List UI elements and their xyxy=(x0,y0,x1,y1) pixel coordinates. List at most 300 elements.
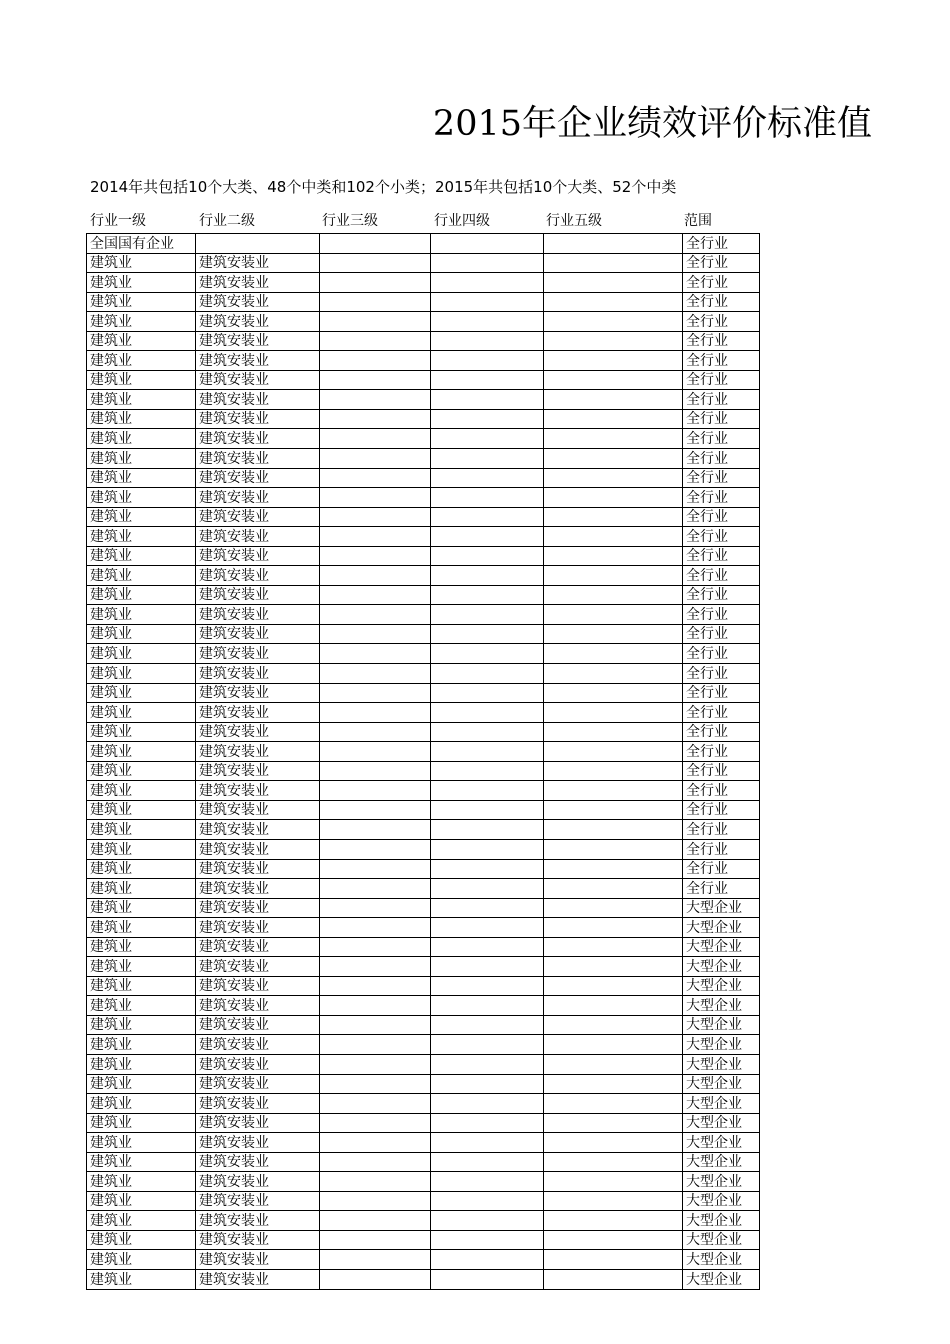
cell-level5[interactable] xyxy=(544,449,683,469)
cell-level5[interactable] xyxy=(544,703,683,723)
cell-level2[interactable]: 建筑安装业 xyxy=(196,1211,320,1231)
cell-level3[interactable] xyxy=(320,527,431,547)
cell-level2[interactable]: 建筑安装业 xyxy=(196,409,320,429)
cell-scope[interactable]: 全行业 xyxy=(683,761,760,781)
cell-level5[interactable] xyxy=(544,781,683,801)
cell-level5[interactable] xyxy=(544,898,683,918)
cell-level3[interactable] xyxy=(320,1035,431,1055)
cell-level1[interactable]: 建筑业 xyxy=(87,644,196,664)
cell-level1[interactable]: 建筑业 xyxy=(87,585,196,605)
cell-level3[interactable] xyxy=(320,781,431,801)
cell-level5[interactable] xyxy=(544,996,683,1016)
cell-scope[interactable]: 大型企业 xyxy=(683,918,760,938)
cell-level1[interactable]: 建筑业 xyxy=(87,664,196,684)
cell-level3[interactable] xyxy=(320,1094,431,1114)
cell-level1[interactable]: 建筑业 xyxy=(87,1133,196,1153)
cell-level1[interactable]: 建筑业 xyxy=(87,312,196,332)
cell-level5[interactable] xyxy=(544,488,683,508)
cell-scope[interactable]: 大型企业 xyxy=(683,1230,760,1250)
cell-level1[interactable]: 建筑业 xyxy=(87,1172,196,1192)
cell-level4[interactable] xyxy=(431,664,544,684)
cell-level4[interactable] xyxy=(431,683,544,703)
cell-level4[interactable] xyxy=(431,527,544,547)
cell-level3[interactable] xyxy=(320,1230,431,1250)
cell-level3[interactable] xyxy=(320,722,431,742)
cell-level4[interactable] xyxy=(431,507,544,527)
cell-level2[interactable]: 建筑安装业 xyxy=(196,761,320,781)
cell-level4[interactable] xyxy=(431,820,544,840)
cell-level5[interactable] xyxy=(544,722,683,742)
cell-scope[interactable]: 大型企业 xyxy=(683,1054,760,1074)
cell-level2[interactable]: 建筑安装业 xyxy=(196,449,320,469)
cell-level3[interactable] xyxy=(320,683,431,703)
cell-level4[interactable] xyxy=(431,234,544,254)
cell-level1[interactable]: 建筑业 xyxy=(87,1191,196,1211)
cell-level4[interactable] xyxy=(431,1035,544,1055)
cell-level1[interactable]: 建筑业 xyxy=(87,1269,196,1289)
cell-scope[interactable]: 大型企业 xyxy=(683,1113,760,1133)
cell-level4[interactable] xyxy=(431,468,544,488)
cell-scope[interactable]: 全行业 xyxy=(683,703,760,723)
cell-level2[interactable]: 建筑安装业 xyxy=(196,898,320,918)
cell-level4[interactable] xyxy=(431,859,544,879)
cell-level2[interactable]: 建筑安装业 xyxy=(196,566,320,586)
cell-level1[interactable]: 建筑业 xyxy=(87,1074,196,1094)
cell-level5[interactable] xyxy=(544,957,683,977)
cell-level1[interactable]: 建筑业 xyxy=(87,370,196,390)
cell-level5[interactable] xyxy=(544,409,683,429)
cell-level1[interactable]: 建筑业 xyxy=(87,546,196,566)
cell-scope[interactable]: 全行业 xyxy=(683,253,760,273)
cell-level3[interactable] xyxy=(320,820,431,840)
cell-level5[interactable] xyxy=(544,1191,683,1211)
cell-level2[interactable]: 建筑安装业 xyxy=(196,488,320,508)
cell-level5[interactable] xyxy=(544,234,683,254)
cell-level4[interactable] xyxy=(431,898,544,918)
cell-level4[interactable] xyxy=(431,1152,544,1172)
cell-level5[interactable] xyxy=(544,605,683,625)
cell-level1[interactable]: 建筑业 xyxy=(87,1113,196,1133)
cell-level2[interactable]: 建筑安装业 xyxy=(196,507,320,527)
cell-level2[interactable]: 建筑安装业 xyxy=(196,312,320,332)
cell-level5[interactable] xyxy=(544,507,683,527)
cell-level3[interactable] xyxy=(320,1211,431,1231)
cell-level5[interactable] xyxy=(544,820,683,840)
cell-level4[interactable] xyxy=(431,742,544,762)
cell-level1[interactable]: 建筑业 xyxy=(87,1035,196,1055)
cell-scope[interactable]: 全行业 xyxy=(683,429,760,449)
cell-level2[interactable]: 建筑安装业 xyxy=(196,1230,320,1250)
cell-scope[interactable]: 大型企业 xyxy=(683,1211,760,1231)
cell-scope[interactable]: 大型企业 xyxy=(683,957,760,977)
cell-level2[interactable]: 建筑安装业 xyxy=(196,1152,320,1172)
cell-level2[interactable]: 建筑安装业 xyxy=(196,957,320,977)
cell-level4[interactable] xyxy=(431,839,544,859)
cell-scope[interactable]: 大型企业 xyxy=(683,1152,760,1172)
cell-level5[interactable] xyxy=(544,839,683,859)
cell-level4[interactable] xyxy=(431,390,544,410)
cell-level5[interactable] xyxy=(544,761,683,781)
cell-level5[interactable] xyxy=(544,644,683,664)
cell-level4[interactable] xyxy=(431,292,544,312)
cell-level2[interactable]: 建筑安装业 xyxy=(196,742,320,762)
cell-level2[interactable]: 建筑安装业 xyxy=(196,370,320,390)
cell-level3[interactable] xyxy=(320,429,431,449)
cell-level3[interactable] xyxy=(320,292,431,312)
cell-level3[interactable] xyxy=(320,253,431,273)
cell-scope[interactable]: 全行业 xyxy=(683,722,760,742)
cell-level2[interactable]: 建筑安装业 xyxy=(196,1054,320,1074)
cell-level3[interactable] xyxy=(320,742,431,762)
cell-level1[interactable]: 建筑业 xyxy=(87,781,196,801)
cell-level2[interactable]: 建筑安装业 xyxy=(196,546,320,566)
cell-level4[interactable] xyxy=(431,1133,544,1153)
cell-level5[interactable] xyxy=(544,585,683,605)
cell-level1[interactable]: 建筑业 xyxy=(87,292,196,312)
cell-level5[interactable] xyxy=(544,859,683,879)
cell-scope[interactable]: 全行业 xyxy=(683,664,760,684)
cell-level2[interactable]: 建筑安装业 xyxy=(196,1250,320,1270)
cell-level3[interactable] xyxy=(320,312,431,332)
cell-scope[interactable]: 全行业 xyxy=(683,742,760,762)
cell-level5[interactable] xyxy=(544,879,683,899)
cell-level5[interactable] xyxy=(544,566,683,586)
cell-level2[interactable]: 建筑安装业 xyxy=(196,996,320,1016)
cell-level5[interactable] xyxy=(544,331,683,351)
cell-scope[interactable]: 全行业 xyxy=(683,839,760,859)
cell-level2[interactable]: 建筑安装业 xyxy=(196,1015,320,1035)
cell-level1[interactable]: 建筑业 xyxy=(87,742,196,762)
cell-level2[interactable]: 建筑安装业 xyxy=(196,781,320,801)
cell-level1[interactable]: 建筑业 xyxy=(87,918,196,938)
cell-level2[interactable]: 建筑安装业 xyxy=(196,918,320,938)
cell-level5[interactable] xyxy=(544,976,683,996)
cell-level2[interactable] xyxy=(196,234,320,254)
cell-level1[interactable]: 建筑业 xyxy=(87,1152,196,1172)
cell-level2[interactable]: 建筑安装业 xyxy=(196,273,320,293)
cell-level5[interactable] xyxy=(544,1230,683,1250)
cell-scope[interactable]: 全行业 xyxy=(683,546,760,566)
cell-level2[interactable]: 建筑安装业 xyxy=(196,976,320,996)
cell-level4[interactable] xyxy=(431,800,544,820)
cell-scope[interactable]: 全行业 xyxy=(683,605,760,625)
cell-scope[interactable]: 全行业 xyxy=(683,800,760,820)
cell-level3[interactable] xyxy=(320,1054,431,1074)
cell-level4[interactable] xyxy=(431,1269,544,1289)
cell-level3[interactable] xyxy=(320,370,431,390)
cell-level1[interactable]: 建筑业 xyxy=(87,409,196,429)
cell-level1[interactable]: 建筑业 xyxy=(87,800,196,820)
cell-level3[interactable] xyxy=(320,879,431,899)
cell-level4[interactable] xyxy=(431,546,544,566)
cell-level4[interactable] xyxy=(431,1172,544,1192)
cell-level1[interactable]: 建筑业 xyxy=(87,390,196,410)
cell-level4[interactable] xyxy=(431,879,544,899)
cell-level5[interactable] xyxy=(544,312,683,332)
cell-level5[interactable] xyxy=(544,1015,683,1035)
cell-level4[interactable] xyxy=(431,996,544,1016)
cell-level1[interactable]: 建筑业 xyxy=(87,273,196,293)
cell-level5[interactable] xyxy=(544,370,683,390)
cell-scope[interactable]: 大型企业 xyxy=(683,1172,760,1192)
cell-level5[interactable] xyxy=(544,273,683,293)
cell-level1[interactable]: 建筑业 xyxy=(87,839,196,859)
cell-level3[interactable] xyxy=(320,839,431,859)
cell-level3[interactable] xyxy=(320,234,431,254)
cell-level1[interactable]: 建筑业 xyxy=(87,624,196,644)
cell-level1[interactable]: 建筑业 xyxy=(87,566,196,586)
cell-level3[interactable] xyxy=(320,1113,431,1133)
cell-level1[interactable]: 建筑业 xyxy=(87,1054,196,1074)
cell-level3[interactable] xyxy=(320,664,431,684)
cell-level5[interactable] xyxy=(544,292,683,312)
cell-level2[interactable]: 建筑安装业 xyxy=(196,429,320,449)
cell-level5[interactable] xyxy=(544,1074,683,1094)
cell-level3[interactable] xyxy=(320,1074,431,1094)
cell-level4[interactable] xyxy=(431,449,544,469)
cell-level5[interactable] xyxy=(544,1172,683,1192)
cell-level3[interactable] xyxy=(320,331,431,351)
cell-level3[interactable] xyxy=(320,1269,431,1289)
cell-level3[interactable] xyxy=(320,273,431,293)
cell-level3[interactable] xyxy=(320,1133,431,1153)
cell-level2[interactable]: 建筑安装业 xyxy=(196,1133,320,1153)
cell-level2[interactable]: 建筑安装业 xyxy=(196,390,320,410)
cell-level4[interactable] xyxy=(431,351,544,371)
cell-scope[interactable]: 大型企业 xyxy=(683,898,760,918)
cell-level2[interactable]: 建筑安装业 xyxy=(196,859,320,879)
cell-scope[interactable]: 全行业 xyxy=(683,644,760,664)
cell-scope[interactable]: 全行业 xyxy=(683,507,760,527)
cell-level4[interactable] xyxy=(431,644,544,664)
cell-scope[interactable]: 全行业 xyxy=(683,820,760,840)
cell-level4[interactable] xyxy=(431,1211,544,1231)
cell-level1[interactable]: 建筑业 xyxy=(87,253,196,273)
cell-level2[interactable]: 建筑安装业 xyxy=(196,527,320,547)
cell-scope[interactable]: 全行业 xyxy=(683,312,760,332)
cell-level5[interactable] xyxy=(544,683,683,703)
cell-level5[interactable] xyxy=(544,253,683,273)
cell-scope[interactable]: 全行业 xyxy=(683,683,760,703)
cell-level1[interactable]: 建筑业 xyxy=(87,1094,196,1114)
cell-scope[interactable]: 全行业 xyxy=(683,273,760,293)
cell-level5[interactable] xyxy=(544,624,683,644)
cell-scope[interactable]: 全行业 xyxy=(683,468,760,488)
cell-level4[interactable] xyxy=(431,429,544,449)
cell-level4[interactable] xyxy=(431,409,544,429)
cell-level5[interactable] xyxy=(544,1113,683,1133)
cell-scope[interactable]: 全行业 xyxy=(683,859,760,879)
cell-scope[interactable]: 全行业 xyxy=(683,488,760,508)
cell-scope[interactable]: 全行业 xyxy=(683,449,760,469)
cell-level2[interactable]: 建筑安装业 xyxy=(196,1269,320,1289)
cell-level3[interactable] xyxy=(320,1250,431,1270)
cell-level3[interactable] xyxy=(320,859,431,879)
cell-level2[interactable]: 建筑安装业 xyxy=(196,820,320,840)
cell-level5[interactable] xyxy=(544,1250,683,1270)
cell-scope[interactable]: 大型企业 xyxy=(683,996,760,1016)
cell-scope[interactable]: 大型企业 xyxy=(683,1074,760,1094)
cell-level5[interactable] xyxy=(544,800,683,820)
cell-level2[interactable]: 建筑安装业 xyxy=(196,1172,320,1192)
cell-scope[interactable]: 大型企业 xyxy=(683,976,760,996)
cell-level1[interactable]: 建筑业 xyxy=(87,605,196,625)
cell-level1[interactable]: 建筑业 xyxy=(87,468,196,488)
cell-level1[interactable]: 建筑业 xyxy=(87,859,196,879)
cell-level2[interactable]: 建筑安装业 xyxy=(196,585,320,605)
cell-level4[interactable] xyxy=(431,1191,544,1211)
cell-level3[interactable] xyxy=(320,1191,431,1211)
cell-level4[interactable] xyxy=(431,1113,544,1133)
cell-level2[interactable]: 建筑安装业 xyxy=(196,664,320,684)
cell-level2[interactable]: 建筑安装业 xyxy=(196,1113,320,1133)
cell-level2[interactable]: 建筑安装业 xyxy=(196,331,320,351)
cell-level1[interactable]: 建筑业 xyxy=(87,879,196,899)
cell-level4[interactable] xyxy=(431,624,544,644)
cell-level4[interactable] xyxy=(431,937,544,957)
cell-level2[interactable]: 建筑安装业 xyxy=(196,1035,320,1055)
cell-level4[interactable] xyxy=(431,703,544,723)
cell-scope[interactable]: 全行业 xyxy=(683,390,760,410)
cell-scope[interactable]: 全行业 xyxy=(683,585,760,605)
cell-scope[interactable]: 大型企业 xyxy=(683,1250,760,1270)
cell-level5[interactable] xyxy=(544,527,683,547)
cell-level5[interactable] xyxy=(544,1054,683,1074)
cell-level2[interactable]: 建筑安装业 xyxy=(196,703,320,723)
cell-level1[interactable]: 建筑业 xyxy=(87,331,196,351)
cell-level5[interactable] xyxy=(544,918,683,938)
cell-level3[interactable] xyxy=(320,996,431,1016)
cell-level3[interactable] xyxy=(320,624,431,644)
cell-level4[interactable] xyxy=(431,585,544,605)
cell-level1[interactable]: 建筑业 xyxy=(87,429,196,449)
cell-level5[interactable] xyxy=(544,937,683,957)
cell-level4[interactable] xyxy=(431,331,544,351)
cell-level3[interactable] xyxy=(320,918,431,938)
cell-scope[interactable]: 全行业 xyxy=(683,527,760,547)
cell-level5[interactable] xyxy=(544,664,683,684)
cell-level4[interactable] xyxy=(431,488,544,508)
cell-level1[interactable]: 建筑业 xyxy=(87,1015,196,1035)
cell-level3[interactable] xyxy=(320,390,431,410)
cell-level3[interactable] xyxy=(320,468,431,488)
cell-level4[interactable] xyxy=(431,957,544,977)
cell-level2[interactable]: 建筑安装业 xyxy=(196,1074,320,1094)
cell-scope[interactable]: 大型企业 xyxy=(683,1015,760,1035)
cell-level4[interactable] xyxy=(431,1094,544,1114)
cell-level3[interactable] xyxy=(320,937,431,957)
cell-scope[interactable]: 全行业 xyxy=(683,351,760,371)
cell-level1[interactable]: 建筑业 xyxy=(87,1250,196,1270)
cell-level2[interactable]: 建筑安装业 xyxy=(196,644,320,664)
cell-level4[interactable] xyxy=(431,566,544,586)
cell-level3[interactable] xyxy=(320,644,431,664)
cell-level5[interactable] xyxy=(544,1152,683,1172)
cell-level5[interactable] xyxy=(544,1269,683,1289)
cell-scope[interactable]: 全行业 xyxy=(683,781,760,801)
cell-level4[interactable] xyxy=(431,1015,544,1035)
cell-level2[interactable]: 建筑安装业 xyxy=(196,879,320,899)
cell-level3[interactable] xyxy=(320,800,431,820)
cell-level4[interactable] xyxy=(431,1074,544,1094)
cell-level1[interactable]: 建筑业 xyxy=(87,1211,196,1231)
cell-level4[interactable] xyxy=(431,761,544,781)
cell-level3[interactable] xyxy=(320,703,431,723)
cell-level2[interactable]: 建筑安装业 xyxy=(196,937,320,957)
cell-level4[interactable] xyxy=(431,722,544,742)
cell-level4[interactable] xyxy=(431,1054,544,1074)
cell-level1[interactable]: 建筑业 xyxy=(87,996,196,1016)
cell-level2[interactable]: 建筑安装业 xyxy=(196,351,320,371)
cell-level3[interactable] xyxy=(320,1015,431,1035)
cell-level3[interactable] xyxy=(320,351,431,371)
cell-scope[interactable]: 全行业 xyxy=(683,624,760,644)
cell-level4[interactable] xyxy=(431,976,544,996)
cell-scope[interactable]: 全行业 xyxy=(683,292,760,312)
cell-scope[interactable]: 大型企业 xyxy=(683,1133,760,1153)
cell-level4[interactable] xyxy=(431,253,544,273)
cell-level2[interactable]: 建筑安装业 xyxy=(196,292,320,312)
cell-level1[interactable]: 建筑业 xyxy=(87,1230,196,1250)
cell-level5[interactable] xyxy=(544,390,683,410)
cell-level3[interactable] xyxy=(320,409,431,429)
cell-level5[interactable] xyxy=(544,1035,683,1055)
cell-level5[interactable] xyxy=(544,468,683,488)
cell-scope[interactable]: 全行业 xyxy=(683,331,760,351)
cell-level2[interactable]: 建筑安装业 xyxy=(196,624,320,644)
cell-level1[interactable]: 建筑业 xyxy=(87,976,196,996)
cell-level4[interactable] xyxy=(431,312,544,332)
cell-scope[interactable]: 全行业 xyxy=(683,566,760,586)
cell-level4[interactable] xyxy=(431,918,544,938)
cell-level2[interactable]: 建筑安装业 xyxy=(196,800,320,820)
cell-level3[interactable] xyxy=(320,585,431,605)
cell-level4[interactable] xyxy=(431,1250,544,1270)
cell-level1[interactable]: 建筑业 xyxy=(87,507,196,527)
cell-level1[interactable]: 全国国有企业 xyxy=(87,234,196,254)
cell-level3[interactable] xyxy=(320,507,431,527)
cell-level1[interactable]: 建筑业 xyxy=(87,937,196,957)
cell-level2[interactable]: 建筑安装业 xyxy=(196,683,320,703)
cell-level4[interactable] xyxy=(431,605,544,625)
cell-level5[interactable] xyxy=(544,429,683,449)
cell-level3[interactable] xyxy=(320,488,431,508)
cell-level5[interactable] xyxy=(544,1211,683,1231)
cell-level5[interactable] xyxy=(544,1133,683,1153)
cell-level2[interactable]: 建筑安装业 xyxy=(196,468,320,488)
cell-level2[interactable]: 建筑安装业 xyxy=(196,839,320,859)
cell-level4[interactable] xyxy=(431,781,544,801)
cell-scope[interactable]: 大型企业 xyxy=(683,1191,760,1211)
cell-level1[interactable]: 建筑业 xyxy=(87,351,196,371)
cell-level1[interactable]: 建筑业 xyxy=(87,527,196,547)
cell-scope[interactable]: 大型企业 xyxy=(683,1094,760,1114)
cell-level2[interactable]: 建筑安装业 xyxy=(196,722,320,742)
cell-level4[interactable] xyxy=(431,273,544,293)
cell-level5[interactable] xyxy=(544,351,683,371)
cell-level1[interactable]: 建筑业 xyxy=(87,761,196,781)
cell-level3[interactable] xyxy=(320,976,431,996)
cell-scope[interactable]: 全行业 xyxy=(683,234,760,254)
cell-level3[interactable] xyxy=(320,1152,431,1172)
cell-scope[interactable]: 大型企业 xyxy=(683,937,760,957)
cell-level1[interactable]: 建筑业 xyxy=(87,488,196,508)
cell-level3[interactable] xyxy=(320,449,431,469)
cell-scope[interactable]: 全行业 xyxy=(683,409,760,429)
cell-level3[interactable] xyxy=(320,1172,431,1192)
cell-scope[interactable]: 大型企业 xyxy=(683,1269,760,1289)
cell-level1[interactable]: 建筑业 xyxy=(87,898,196,918)
